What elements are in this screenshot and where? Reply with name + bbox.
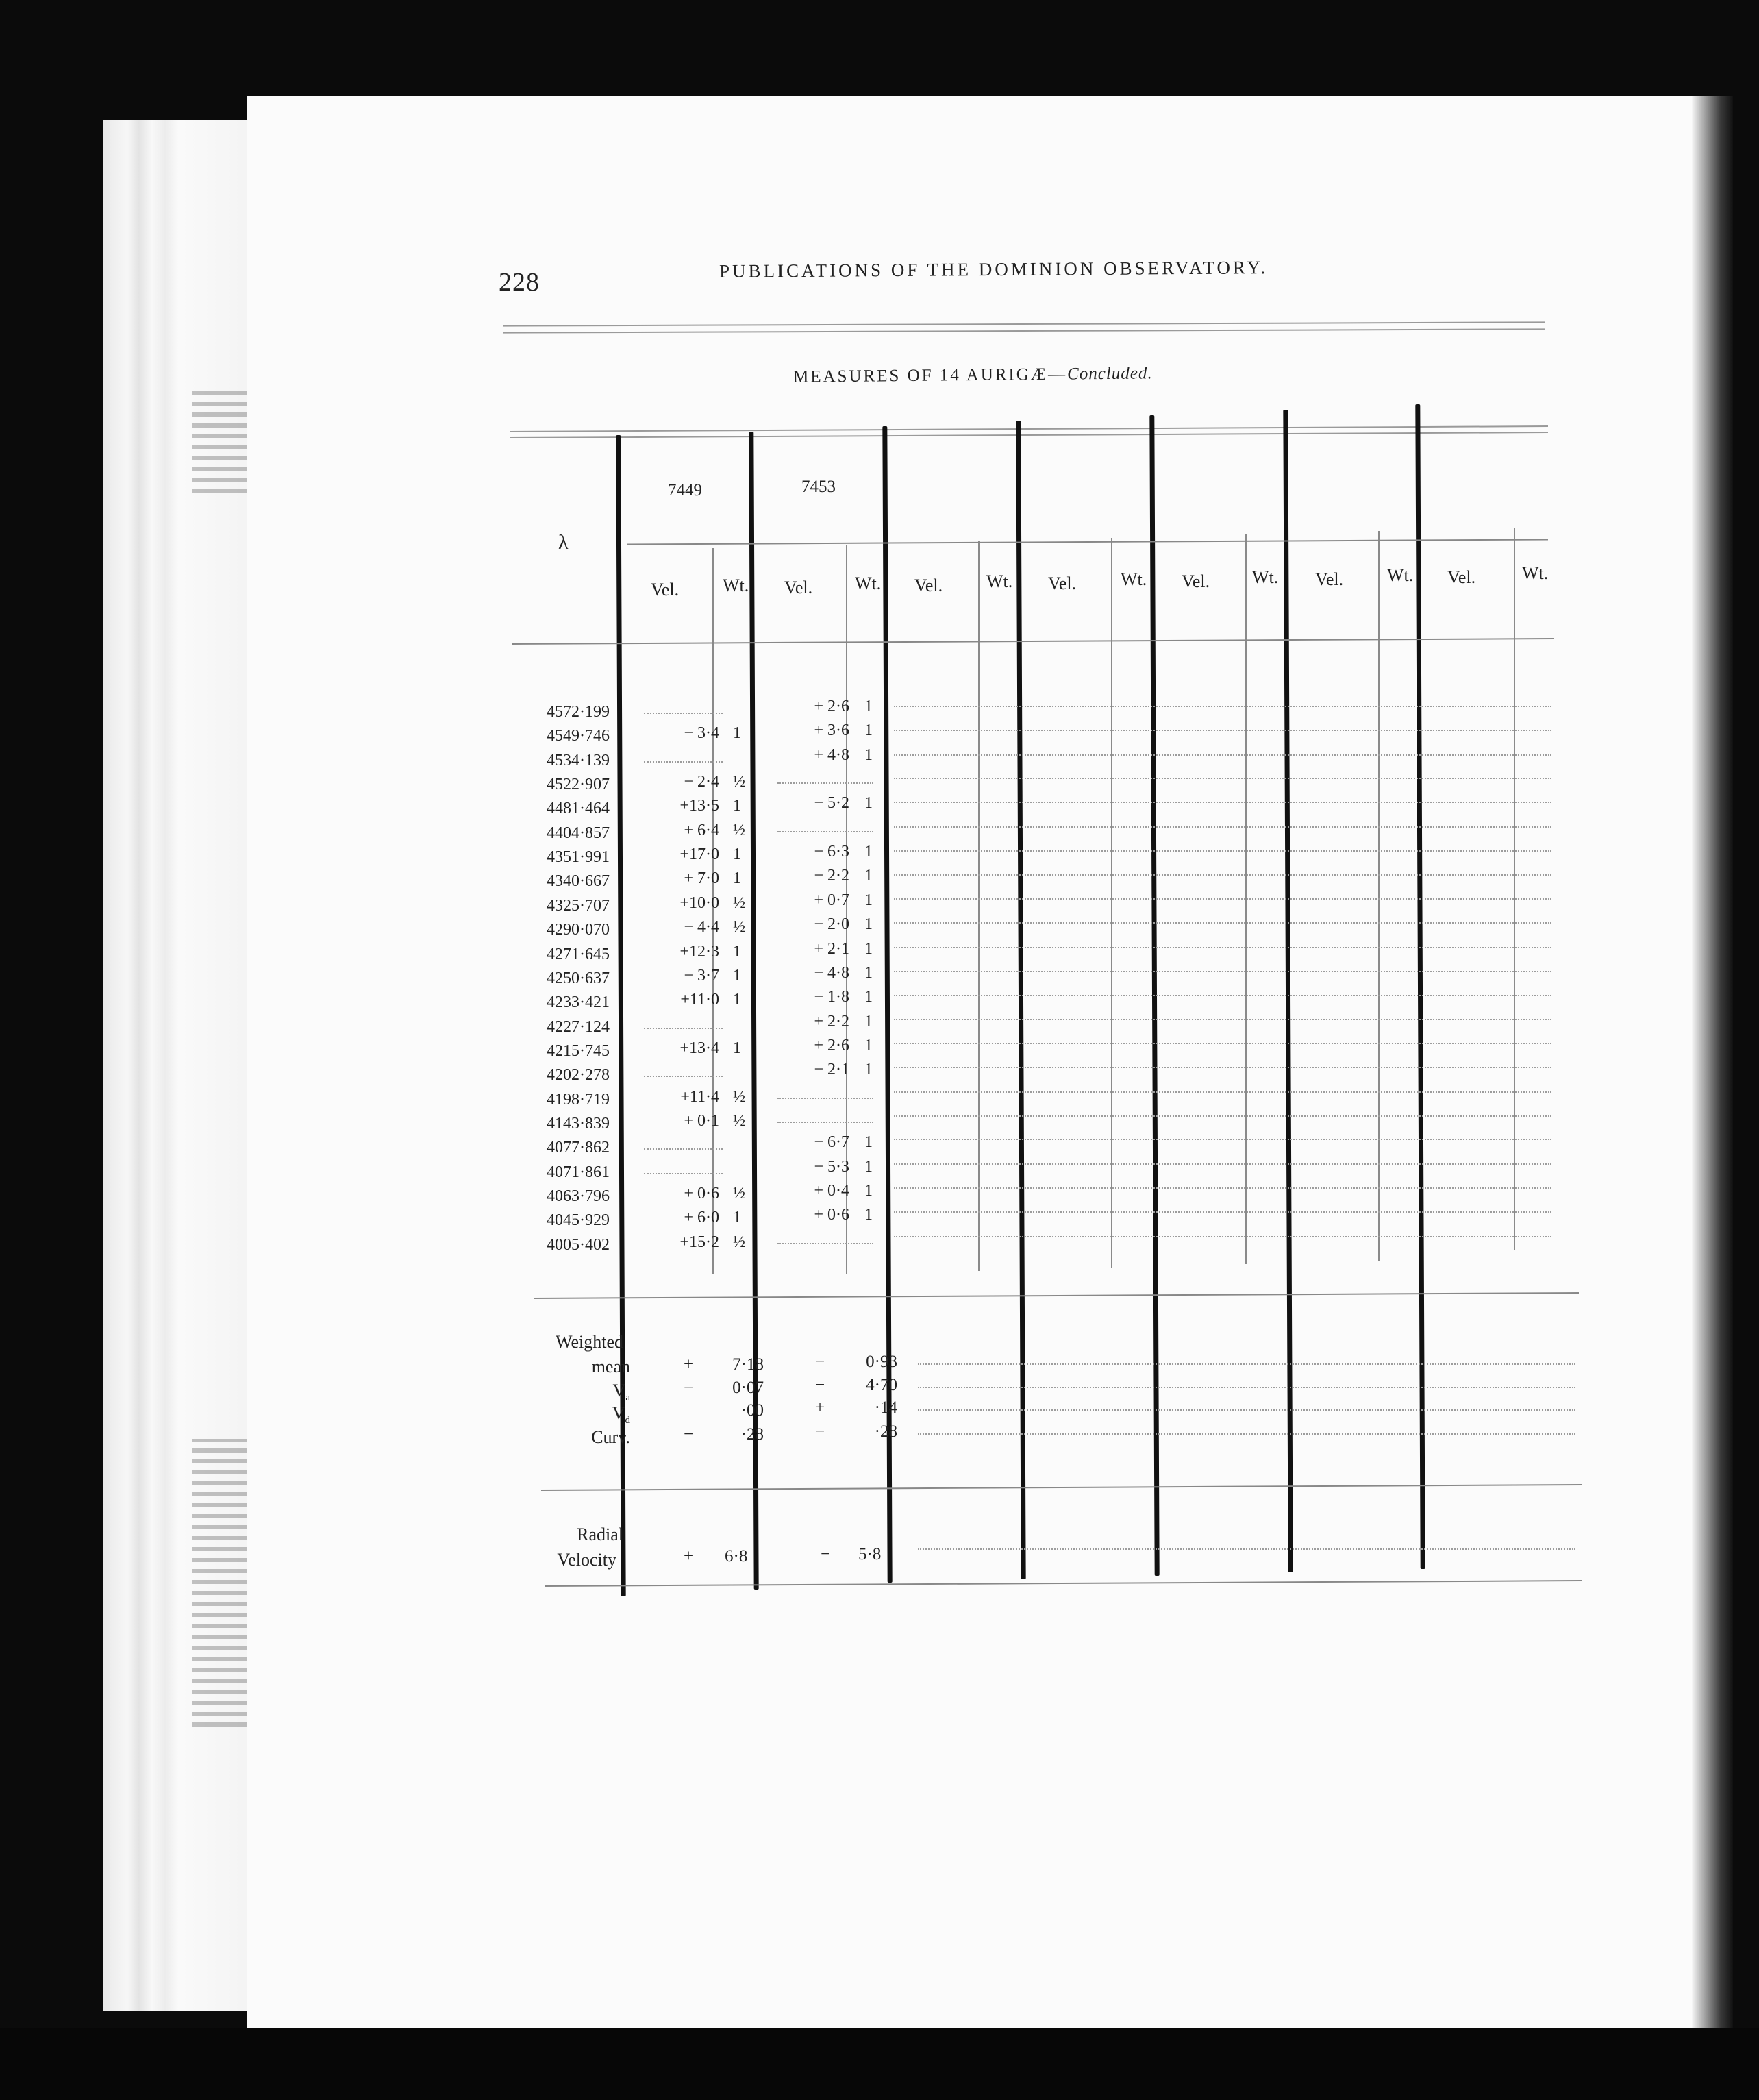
lambda-cell: 4063·796	[547, 1187, 610, 1205]
lambda-cell: 4045·929	[547, 1211, 610, 1229]
curv-label: Curv.	[591, 1427, 630, 1447]
velocity-cell-7453: − 2·1	[814, 1061, 849, 1078]
lambda-header: λ	[558, 531, 569, 554]
weight-cell-7449: ½	[733, 1088, 745, 1106]
lambda-cell: 4549·746	[547, 727, 610, 745]
vel-column-header: Vel.	[1315, 569, 1344, 589]
velocity-cell-7453: − 5·2	[814, 794, 849, 812]
weight-cell-7453: 1	[864, 1061, 873, 1078]
lambda-cell: 4215·745	[547, 1042, 610, 1060]
radial-velocity-7453: 5·8	[858, 1545, 882, 1564]
radial-velocity-7449-sign: +	[684, 1547, 694, 1566]
velocity-cell-7453: + 3·6	[814, 721, 849, 739]
column-divider-thin	[1111, 538, 1112, 1268]
summary-sign-7453: +	[815, 1398, 825, 1417]
mean-label: mean	[591, 1357, 630, 1376]
velocity-cell-7453: + 4·8	[814, 746, 849, 764]
document-page	[247, 96, 1733, 2028]
weight-cell-7453: 1	[864, 697, 873, 715]
wt-column-header: Wt.	[1387, 565, 1414, 585]
weight-cell-7453: 1	[864, 1133, 873, 1151]
velocity-cell-7449: +11·0	[680, 991, 719, 1009]
weight-cell-7453: 1	[864, 746, 873, 764]
velocity-cell-7449: − 3·7	[684, 967, 719, 985]
lambda-cell: 4198·719	[547, 1091, 610, 1109]
summary-sign-7453: −	[815, 1422, 825, 1441]
velocity-cell-7453: + 0·4	[814, 1182, 849, 1200]
lambda-cell: 4572·199	[547, 703, 610, 721]
velocity-cell-7453: − 6·7	[814, 1133, 849, 1151]
velocity-cell-7449: +10·0	[679, 894, 719, 912]
wt-column-header: Wt.	[1252, 567, 1279, 587]
weight-cell-7453: 1	[864, 843, 873, 861]
summary-sign-7453: −	[815, 1376, 825, 1394]
empty-cell-dots	[894, 1019, 1551, 1020]
lambda-cell: 4143·839	[547, 1115, 610, 1133]
empty-cell-dots	[894, 706, 1551, 707]
empty-cell-dots	[644, 713, 723, 714]
empty-cell-dots	[894, 1115, 1551, 1117]
vel-column-header: Vel.	[651, 580, 679, 600]
lambda-cell: 4404·857	[547, 824, 610, 842]
velocity-cell-7449: +12·3	[679, 943, 719, 961]
page-gutter-shadow	[1692, 96, 1733, 2028]
wt-column-header: Wt.	[855, 573, 882, 593]
weight-cell-7449: 1	[733, 1039, 741, 1057]
weight-cell-7453: 1	[864, 794, 873, 812]
summary-value-7449: ·28	[740, 1425, 764, 1444]
table-title-main: MEASURES OF 14 AURIGÆ—	[793, 365, 1068, 386]
lambda-cell: 4071·861	[547, 1163, 610, 1181]
velocity-cell-7449: +11·4	[680, 1088, 719, 1106]
weight-cell-7449: ½	[733, 773, 745, 791]
summary-value-7449: 7·18	[732, 1355, 764, 1374]
weight-cell-7453: 1	[864, 1037, 873, 1054]
velocity-cell-7453: − 4·8	[814, 964, 849, 982]
column-divider-thin	[978, 541, 980, 1271]
empty-cell-dots	[644, 761, 723, 763]
summary-sign-7453: −	[815, 1352, 825, 1371]
weight-cell-7453: 1	[864, 915, 873, 933]
velocity-cell-7449: − 3·4	[684, 724, 719, 742]
weight-cell-7449: 1	[733, 724, 741, 742]
plate-number-7453: 7453	[801, 478, 836, 496]
lambda-cell: 4351·991	[547, 848, 610, 866]
velocity-cell-7449: + 7·0	[684, 869, 719, 887]
vel-column-header: Vel.	[1447, 567, 1476, 587]
weight-cell-7449: ½	[733, 894, 745, 912]
empty-cell-dots	[894, 1139, 1551, 1140]
weight-cell-7449: 1	[733, 845, 741, 863]
lambda-cell: 4250·637	[547, 969, 610, 987]
empty-cell-dots	[894, 1236, 1551, 1237]
velocity-cell-7453: − 2·2	[814, 867, 849, 885]
empty-cell-dots	[894, 898, 1551, 900]
weight-cell-7453: 1	[864, 1206, 873, 1224]
weight-cell-7453: 1	[864, 1158, 873, 1176]
vel-column-header: Vel.	[914, 576, 943, 595]
lambda-cell: 4290·070	[547, 921, 610, 939]
empty-cell-dots	[894, 826, 1551, 828]
weight-cell-7453: 1	[864, 721, 873, 739]
velocity-cell-7453: − 2·0	[814, 915, 849, 933]
weight-cell-7453: 1	[864, 964, 873, 982]
empty-cell-dots	[918, 1433, 1575, 1435]
empty-cell-dots	[644, 1148, 723, 1150]
empty-cell-dots	[644, 1076, 723, 1077]
empty-cell-dots	[894, 1163, 1551, 1165]
empty-cell-dots	[894, 1211, 1551, 1213]
empty-cell-dots	[894, 922, 1551, 924]
velocity-cell-7449: +13·4	[679, 1039, 719, 1057]
summary-value-7453: ·28	[874, 1422, 897, 1441]
summary-value-7453: 4·70	[866, 1376, 897, 1394]
velocity-cell-7453: + 2·6	[814, 697, 849, 715]
weight-cell-7449: 1	[733, 1209, 741, 1226]
velocity-cell-7453: + 2·6	[814, 1037, 849, 1054]
radial-velocity-7453-sign: −	[821, 1545, 831, 1564]
velocity-cell-7453: − 6·3	[814, 843, 849, 861]
summary-value-7453: ·14	[874, 1398, 897, 1417]
empty-cell-dots	[918, 1548, 1575, 1550]
empty-cell-dots	[894, 971, 1551, 972]
vel-column-header: Vel.	[1048, 573, 1077, 593]
empty-cell-dots	[894, 1043, 1551, 1044]
running-title: PUBLICATIONS OF THE DOMINION OBSERVATORY.	[719, 257, 1269, 282]
wt-column-header: Wt.	[986, 571, 1013, 591]
empty-cell-dots	[894, 1187, 1551, 1189]
empty-cell-dots	[644, 1028, 723, 1029]
velocity-cell-7449: +15·2	[679, 1233, 719, 1251]
weight-cell-7449: 1	[733, 943, 741, 961]
empty-cell-dots	[894, 1067, 1551, 1068]
weight-cell-7453: 1	[864, 1013, 873, 1030]
velocity-cell-7453: + 0·7	[814, 891, 849, 909]
wt-column-header: Wt.	[723, 576, 749, 595]
weight-cell-7449: ½	[733, 918, 745, 936]
velocity-cell-7453: + 2·2	[814, 1013, 849, 1030]
velocity-cell-7453: + 0·6	[814, 1206, 849, 1224]
summary-sign-7449: −	[684, 1425, 694, 1444]
weight-cell-7453: 1	[864, 891, 873, 909]
empty-cell-dots	[894, 850, 1551, 852]
lambda-cell: 4233·421	[547, 993, 610, 1011]
empty-cell-dots	[894, 802, 1551, 803]
empty-cell-dots	[894, 995, 1551, 996]
empty-cell-dots	[894, 754, 1551, 756]
velocity-cell-7449: + 0·1	[684, 1112, 719, 1130]
lambda-cell: 4534·139	[547, 752, 610, 769]
lambda-cell: 4522·907	[547, 776, 610, 793]
empty-cell-dots	[918, 1387, 1575, 1388]
va-label: $V_a$	[612, 1381, 630, 1404]
summary-value-7449: ·00	[740, 1401, 764, 1420]
lambda-cell: 4340·667	[547, 872, 610, 890]
velocity-cell-7453: − 1·8	[814, 988, 849, 1006]
column-divider-thin	[1514, 528, 1515, 1250]
velocity-label: Velocity	[557, 1550, 616, 1570]
empty-cell-dots	[894, 1091, 1551, 1093]
velocity-cell-7449: + 0·6	[684, 1185, 719, 1202]
weighted-label: Weighted	[556, 1332, 623, 1352]
plate-number-7449: 7449	[668, 481, 702, 499]
empty-cell-dots	[777, 1098, 873, 1099]
empty-cell-dots	[777, 831, 873, 832]
wt-column-header: Wt.	[1121, 569, 1147, 589]
summary-sign-7449: −	[684, 1379, 694, 1397]
weight-cell-7453: 1	[864, 867, 873, 885]
lambda-cell: 4271·645	[547, 946, 610, 963]
table-title-italic: Concluded.	[1066, 364, 1153, 384]
weight-cell-7449: ½	[733, 1185, 745, 1202]
velocity-cell-7453: + 2·1	[814, 940, 849, 958]
empty-cell-dots	[894, 730, 1551, 731]
vel-column-header: Vel.	[1182, 571, 1210, 591]
weight-cell-7453: 1	[864, 1182, 873, 1200]
summary-sign-7449: +	[684, 1355, 694, 1374]
lambda-cell: 4005·402	[547, 1236, 610, 1254]
wt-column-header: Wt.	[1522, 563, 1549, 583]
vd-label: $V_d$	[612, 1403, 630, 1426]
velocity-cell-7449: − 4·4	[684, 918, 719, 936]
radial-velocity-7449: 6·8	[725, 1547, 748, 1566]
weight-cell-7449: 1	[733, 991, 741, 1009]
weight-cell-7449: ½	[733, 822, 745, 839]
weight-cell-7449: ½	[733, 1112, 745, 1130]
weight-cell-7453: 1	[864, 940, 873, 958]
summary-value-7453: 0·93	[866, 1352, 897, 1371]
velocity-cell-7449: +13·5	[679, 797, 719, 815]
weight-cell-7449: 1	[733, 797, 741, 815]
weight-cell-7449: 1	[733, 869, 741, 887]
page-number: 228	[499, 268, 540, 297]
lambda-cell: 4077·862	[547, 1139, 610, 1157]
empty-cell-dots	[894, 947, 1551, 948]
empty-cell-dots	[918, 1363, 1575, 1365]
weight-cell-7449: 1	[733, 967, 741, 985]
empty-cell-dots	[644, 1173, 723, 1174]
lambda-cell: 4481·464	[547, 800, 610, 817]
lambda-cell: 4202·278	[547, 1066, 610, 1084]
weight-cell-7453: 1	[864, 988, 873, 1006]
velocity-cell-7449: − 2·4	[684, 773, 719, 791]
summary-value-7449: 0·07	[732, 1379, 764, 1397]
empty-cell-dots	[918, 1409, 1575, 1411]
scan-bottom-border	[0, 2028, 1759, 2100]
velocity-cell-7449: + 6·0	[684, 1209, 719, 1226]
empty-cell-dots	[894, 778, 1551, 779]
lambda-cell: 4227·124	[547, 1018, 610, 1036]
velocity-cell-7449: + 6·4	[684, 822, 719, 839]
empty-cell-dots	[777, 1122, 873, 1123]
lambda-cell: 4325·707	[547, 897, 610, 915]
weight-cell-7449: ½	[733, 1233, 745, 1251]
velocity-cell-7449: +17·0	[679, 845, 719, 863]
velocity-cell-7453: − 5·3	[814, 1158, 849, 1176]
empty-cell-dots	[777, 782, 873, 784]
vel-column-header: Vel.	[784, 578, 813, 597]
radial-label: Radial	[577, 1524, 623, 1544]
empty-cell-dots	[894, 874, 1551, 876]
empty-cell-dots	[777, 1243, 873, 1244]
column-divider-thin	[1378, 531, 1380, 1261]
table-title	[793, 364, 1153, 386]
